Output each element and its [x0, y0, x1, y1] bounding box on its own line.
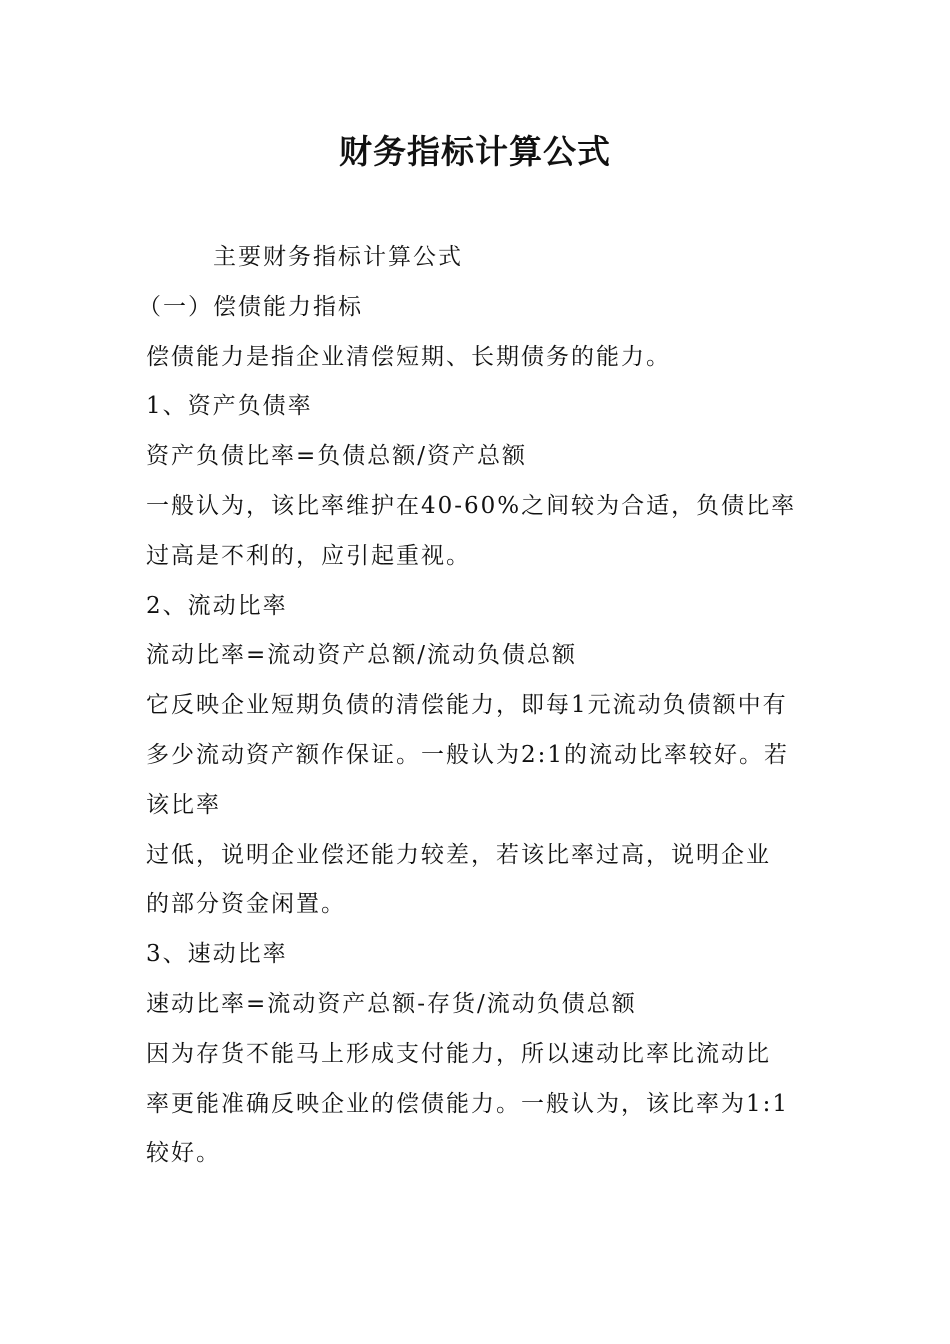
paragraph-line: 较好。	[146, 1140, 221, 1167]
section-heading-solvency: （一）偿债能力指标	[138, 293, 363, 320]
formula-debt-ratio: 资产负债比率=负债总额/资产总额	[146, 443, 528, 470]
paragraph-line: 因为存货不能马上形成支付能力，所以速动比率比流动比	[146, 1040, 771, 1067]
paragraph-line: 该比率	[146, 791, 221, 818]
item-heading-quick-ratio: 3、速动比率	[146, 941, 288, 968]
section-heading-main: 主要财务指标计算公式	[213, 244, 463, 270]
item-heading-current-ratio: 2、流动比率	[146, 592, 288, 619]
formula-quick-ratio: 速动比率=流动资产总额-存货/流动负债总额	[146, 990, 637, 1017]
paragraph-line: 过低，说明企业偿还能力较差，若该比率过高，说明企业	[146, 841, 771, 868]
document-body	[138, 233, 808, 1179]
item-heading-debt-ratio: 1、资产负债率	[146, 393, 313, 420]
formula-current-ratio: 流动比率=流动资产总额/流动负债总额	[146, 642, 578, 669]
paragraph-line: 一般认为，该比率维护在40-60%之间较为合适，负债比率	[146, 492, 797, 519]
paragraph-line: 多少流动资产额作保证。一般认为2:1的流动比率较好。若	[146, 741, 790, 768]
paragraph-line: 偿债能力是指企业清偿短期、长期债务的能力。	[146, 343, 671, 370]
paragraph-line: 过高是不利的，应引起重视。	[146, 542, 471, 569]
document-title: 财务指标计算公式	[339, 132, 611, 171]
paragraph-line: 它反映企业短期负债的清偿能力，即每1元流动负债额中有	[146, 692, 788, 719]
paragraph-line: 的部分资金闲置。	[146, 891, 346, 918]
paragraph-line: 率更能准确反映企业的偿债能力。一般认为，该比率为1:1	[146, 1090, 790, 1117]
